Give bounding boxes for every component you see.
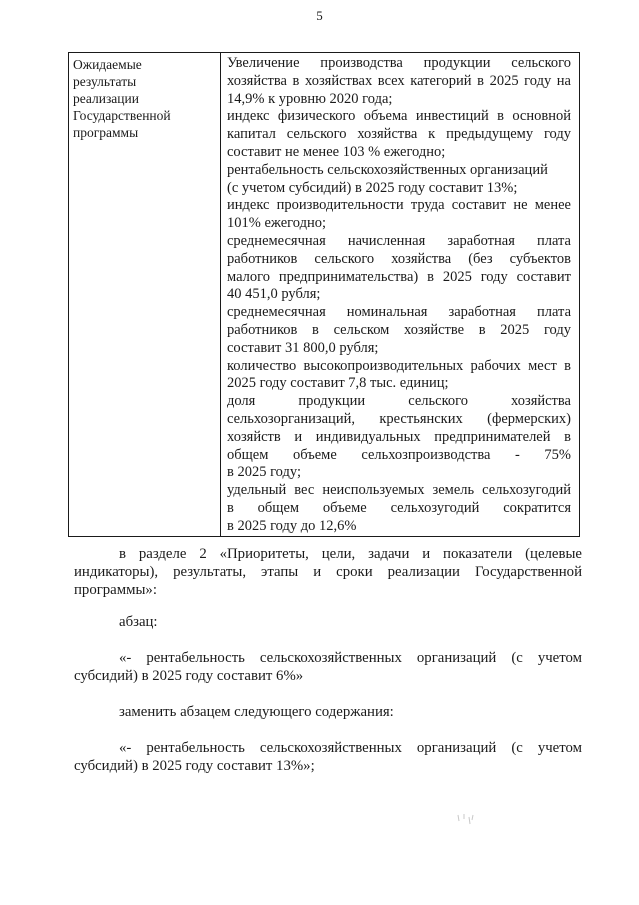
paragraph-line: абзац: xyxy=(119,614,158,630)
program-passport-table xyxy=(68,52,580,537)
section-2-amendment-paragraph xyxy=(74,545,582,599)
paragraph-line: субсидий) в 2025 году составит 13%»; xyxy=(74,758,315,774)
expected-result-line: рентабельность сельскохозяйственных организаций xyxy=(227,161,548,178)
row-label-line: Государственной xyxy=(73,108,171,123)
paragraph-line: программы»: xyxy=(74,582,157,598)
old-text-quote xyxy=(74,649,582,685)
expected-result-line: 40 451,0 рубля; xyxy=(227,286,321,303)
paragraph-line: субсидий) в 2025 году составит 6%» xyxy=(74,668,304,684)
expected-result-line: удельный вес неиспользуемых земель сельхозугодий xyxy=(227,482,571,499)
replace-instruction xyxy=(74,703,582,721)
new-text-quote xyxy=(74,739,582,775)
expected-result-line: работников сельского хозяйства (без субъектов xyxy=(227,250,571,267)
expected-result-line: общем объеме сельхозпроизводства - 75% xyxy=(227,446,571,463)
expected-result-line: в 2025 году; xyxy=(227,464,301,481)
expected-result-line: составит 31 800,0 рубля; xyxy=(227,339,379,356)
expected-results-cell xyxy=(221,53,580,537)
expected-result-line: малого предпринимательства) в 2025 году составит xyxy=(227,268,571,285)
expected-result-line: Увеличение производства продукции сельского xyxy=(227,55,571,71)
row-label-line: Ожидаемые xyxy=(73,57,142,72)
paragraph-line: «- рентабельность сельскохозяйственных организаций (с учетом xyxy=(119,740,582,756)
expected-result-line: 2025 году составит 7,8 тыс. единиц; xyxy=(227,375,449,392)
row-label-cell xyxy=(69,53,221,537)
expected-result-line: среднемесячная номинальная заработная плата xyxy=(227,304,571,321)
expected-result-line: работников в сельском хозяйстве в 2025 году xyxy=(227,321,571,338)
paragraph-abzats xyxy=(74,613,582,631)
row-label-line: реализации xyxy=(73,91,139,106)
expected-result-line: составит не менее 103 % ежегодно; xyxy=(227,143,446,160)
paragraph-line: в разделе 2 «Приоритеты, цели, задачи и показатели (целевые xyxy=(119,546,582,562)
row-label-line: результаты xyxy=(73,74,137,89)
paragraph-line: «- рентабельность сельскохозяйственных организаций (с учетом xyxy=(119,650,582,666)
expected-result-line: хозяйств и индивидуальных предпринимателей в xyxy=(227,428,571,445)
page-number: 5 xyxy=(316,8,323,23)
table-row xyxy=(69,53,580,537)
expected-result-line: доля продукции сельского хозяйства xyxy=(227,393,571,410)
paragraph-line: заменить абзацем следующего содержания: xyxy=(119,704,394,720)
scan-mark xyxy=(455,812,477,828)
expected-result-line: индекс физического объема инвестиций в основной xyxy=(227,108,571,125)
expected-result-line: в общем объеме сельхозугодий сократится xyxy=(227,499,571,516)
expected-result-line: (с учетом субсидий) в 2025 году составит 13%; xyxy=(227,179,518,196)
expected-result-line: капитал сельского хозяйства к предыдущему году xyxy=(227,126,571,143)
expected-result-line: индекс производительности труда составит не менее xyxy=(227,197,571,214)
row-label-line: программы xyxy=(73,125,139,140)
expected-result-line: количество высокопроизводительных рабочих мест в xyxy=(227,357,571,374)
expected-result-line: сельхозорганизаций, крестьянских (фермерских) xyxy=(227,410,571,427)
expected-result-line: хозяйства в хозяйствах всех категорий в 2025 году на xyxy=(227,72,571,89)
expected-result-line: 14,9% к уровню 2020 года; xyxy=(227,90,393,107)
paragraph-line: индикаторы), результаты, этапы и сроки реализации Государственной xyxy=(74,564,582,580)
expected-result-line: 101% ежегодно; xyxy=(227,215,326,232)
expected-result-line: среднемесячная начисленная заработная плата xyxy=(227,232,571,249)
expected-result-line: в 2025 году до 12,6% xyxy=(227,517,357,534)
